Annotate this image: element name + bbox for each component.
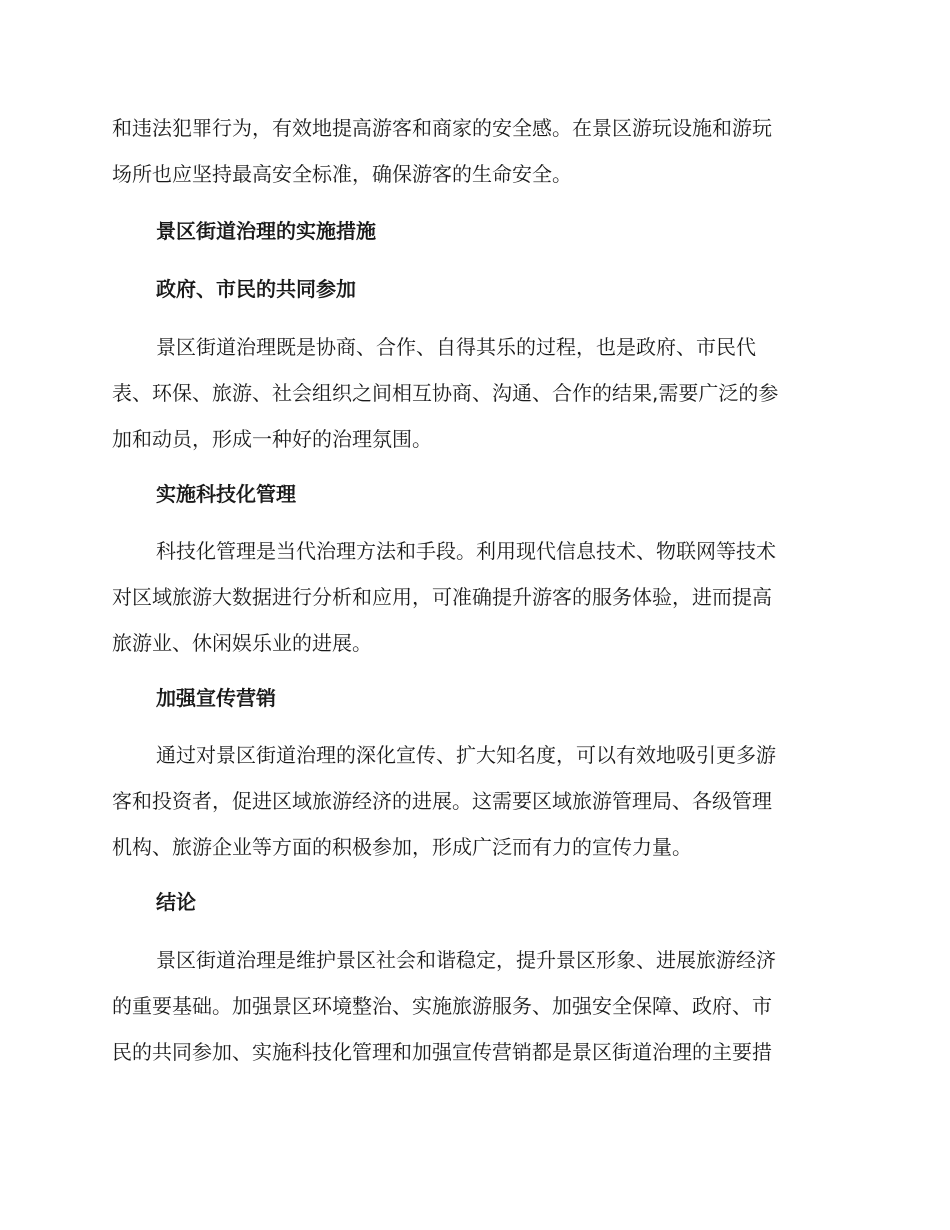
paragraph-joint-participation	[112, 324, 836, 462]
paragraph-line: 客和投资者，促进区域旅游经济的进展。这需要区域旅游管理局、各级管理	[112, 789, 772, 813]
section-title: 景区街道治理的实施措施	[156, 219, 376, 243]
paragraph-line: 旅游业、休闲娱乐业的进展。	[112, 631, 372, 655]
paragraph-line: 加和动员，形成一种好的治理氛围。	[112, 427, 432, 451]
paragraph-continued	[112, 105, 836, 197]
paragraph-line: 景区街道治理是维护景区社会和谐稳定，提升景区形象、进展旅游经济	[156, 948, 776, 972]
paragraph-line: 对区域旅游大数据进行分析和应用，可准确提升游客的服务体验，进而提高	[112, 585, 772, 609]
paragraph-line: 和违法犯罪行为，有效地提高游客和商家的安全感。在景区游玩设施和游玩	[112, 116, 772, 140]
subheading-tech-management: 实施科技化管理	[156, 482, 296, 506]
paragraph-conclusion	[112, 937, 836, 1075]
paragraph-line: 表、环保、旅游、社会组织之间相互协商、沟通、合作的结果,需要广泛的参	[112, 381, 779, 405]
subheading-promotion: 加强宣传营销	[156, 686, 276, 710]
subheading-conclusion: 结论	[156, 890, 196, 914]
paragraph-line: 的重要基础。加强景区环境整治、实施旅游服务、加强安全保障、政府、市	[112, 994, 772, 1018]
paragraph-line: 机构、旅游企业等方面的积极参加，形成广泛而有力的宣传力量。	[112, 835, 692, 859]
paragraph-line: 民的共同参加、实施科技化管理和加强宣传营销都是景区街道治理的主要措	[112, 1040, 772, 1064]
paragraph-tech-management	[112, 528, 836, 666]
subheading-joint-participation: 政府、市民的共同参加	[156, 277, 356, 301]
paragraph-line: 通过对景区街道治理的深化宣传、扩大知名度，可以有效地吸引更多游	[156, 743, 776, 767]
paragraph-promotion	[112, 732, 836, 870]
paragraph-line: 景区街道治理既是协商、合作、自得其乐的过程，也是政府、市民代	[156, 335, 756, 359]
paragraph-line: 科技化管理是当代治理方法和手段。利用现代信息技术、物联网等技术	[156, 539, 776, 563]
paragraph-line: 场所也应坚持最高安全标准，确保游客的生命安全。	[112, 162, 572, 186]
